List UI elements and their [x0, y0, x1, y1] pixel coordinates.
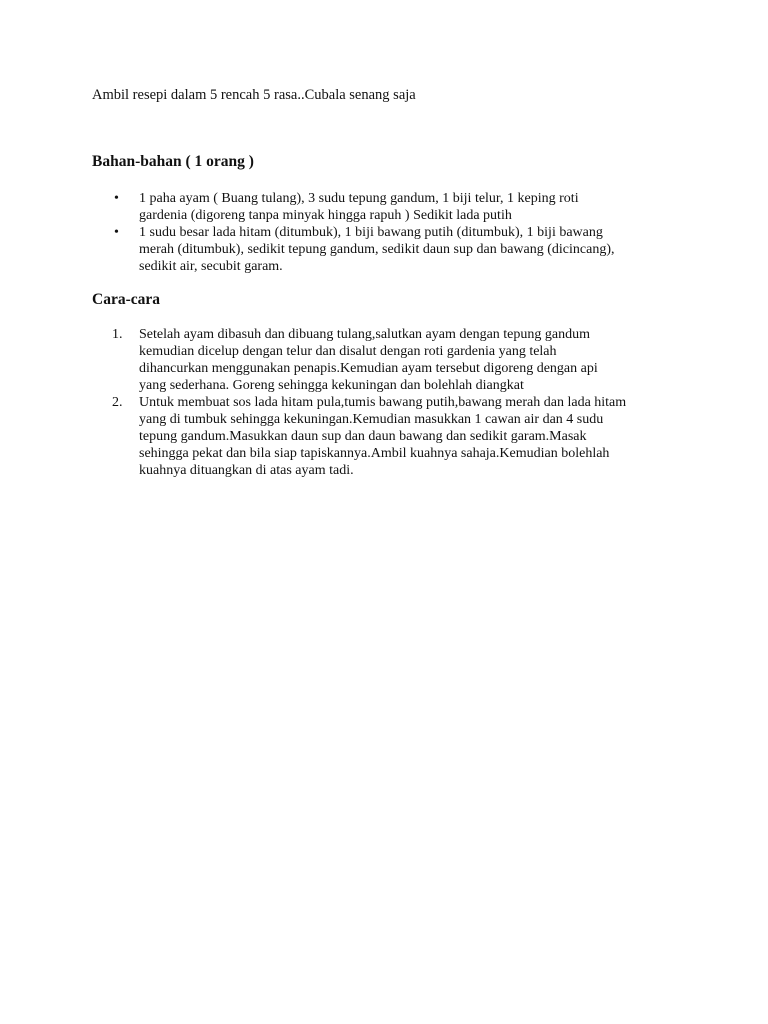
step-line: yang sederhana. Goreng sehingga kekuningan dan bolehlah diangkat: [139, 378, 524, 393]
ingredient-line: merah (ditumbuk), sedikit tepung gandum, sedikit daun sup dan bawang (dicincang),: [139, 242, 615, 257]
ingredient-item: [92, 224, 692, 275]
step-line: dihancurkan menggunakan penapis.Kemudian ayam tersebut digoreng dengan api: [139, 361, 598, 376]
step-line: sehingga pekat dan bila siap tapiskannya.Ambil kuahnya sahaja.Kemudian bolehlah: [139, 446, 610, 461]
method-heading: Cara-cara: [92, 291, 160, 308]
step-line: kuahnya dituangkan di atas ayam tadi.: [139, 463, 354, 478]
step-number: 2.: [112, 395, 123, 410]
step-number: 1.: [112, 327, 123, 342]
method-step: [92, 326, 692, 394]
intro-text: Ambil resepi dalam 5 rencah 5 rasa..Cubala senang saja: [92, 87, 416, 103]
ingredients-heading: Bahan-bahan ( 1 orang ): [92, 153, 254, 170]
method-step: [92, 394, 692, 479]
ingredient-line: sedikit air, secubit garam.: [139, 259, 283, 274]
method-steps-list: [92, 326, 692, 479]
bullet-icon: •: [114, 191, 119, 206]
step-line: Setelah ayam dibasuh dan dibuang tulang,salutkan ayam dengan tepung gandum: [139, 327, 590, 342]
step-line: Untuk membuat sos lada hitam pula,tumis bawang putih,bawang merah dan lada hitam: [139, 395, 627, 410]
ingredient-line: 1 paha ayam ( Buang tulang), 3 sudu tepung gandum, 1 biji telur, 1 keping roti: [139, 191, 579, 206]
ingredients-list: [92, 190, 692, 275]
ingredient-line: 1 sudu besar lada hitam (ditumbuk), 1 biji bawang putih (ditumbuk), 1 biji bawang: [139, 225, 603, 240]
step-line: yang di tumbuk sehingga kekuningan.Kemudian masukkan 1 cawan air dan 4 sudu: [139, 412, 604, 427]
bullet-icon: •: [114, 225, 119, 240]
step-line: tepung gandum.Masukkan daun sup dan daun bawang dan sedikit garam.Masak: [139, 429, 587, 444]
ingredient-line: gardenia (digoreng tanpa minyak hingga rapuh ) Sedikit lada putih: [139, 208, 512, 223]
step-line: kemudian dicelup dengan telur dan disalut dengan roti gardenia yang telah: [139, 344, 557, 359]
ingredient-item: [92, 190, 692, 224]
